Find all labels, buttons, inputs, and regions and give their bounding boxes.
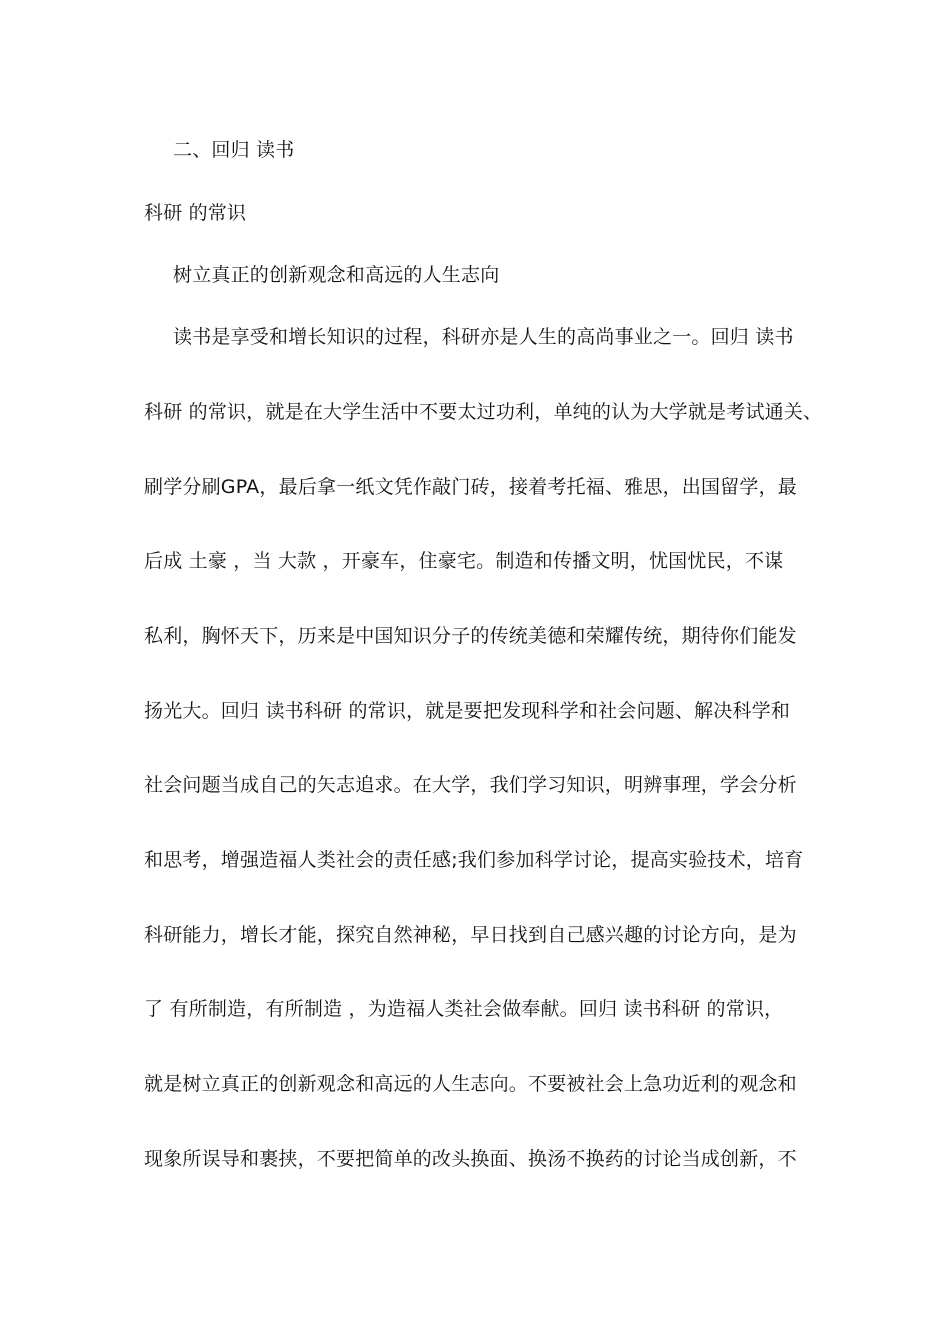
body-line: 科研 的常识，就是在大学生活中不要太过功利，单纯的认为大学就是考试通关、 — [144, 401, 823, 423]
body-line: 读书是享受和增长知识的过程，科研亦是人生的高尚事业之一。回归 读书 — [173, 326, 794, 348]
body-line: 扬光大。回归 读书科研 的常识，就是要把发现科学和社会问题、解决科学和 — [144, 700, 791, 722]
subheading: 科研 的常识 — [144, 202, 247, 224]
body-line: 了 有所制造，有所制造 ，为造福人类社会做奉献。回归 读书科研 的常识， — [144, 998, 784, 1020]
body-line: 私利，胸怀天下，历来是中国知识分子的传统美德和荣耀传统，期待你们能发 — [144, 625, 797, 647]
section-heading: 二、回归 读书 — [173, 139, 295, 161]
body-line: 就是树立真正的创新观念和高远的人生志向。不要被社会上急功近利的观念和 — [144, 1073, 797, 1095]
body-line: 刷学分刷GPA，最后拿一纸文凭作敲门砖，接着考托福、雅思，出国留学，最 — [144, 476, 797, 498]
body-line: 后成 土豪 ，当 大款 ，开豪车，住豪宅。制造和传播文明，忧国忧民，不谋 — [144, 550, 784, 572]
body-line: 和思考，增强造福人类社会的责任感;我们参加科学讨论，提高实验技术，培育 — [144, 849, 804, 871]
body-line: 科研能力，增长才能，探究自然神秘，早日找到自己感兴趣的讨论方向，是为 — [144, 924, 797, 946]
body-line: 现象所误导和裹挟，不要把简单的改头换面、换汤不换药的讨论当成创新，不 — [144, 1148, 797, 1170]
subtitle: 树立真正的创新观念和高远的人生志向 — [173, 264, 500, 286]
body-line: 社会问题当成自己的矢志追求。在大学，我们学习知识，明辨事理，学会分析 — [144, 774, 797, 796]
